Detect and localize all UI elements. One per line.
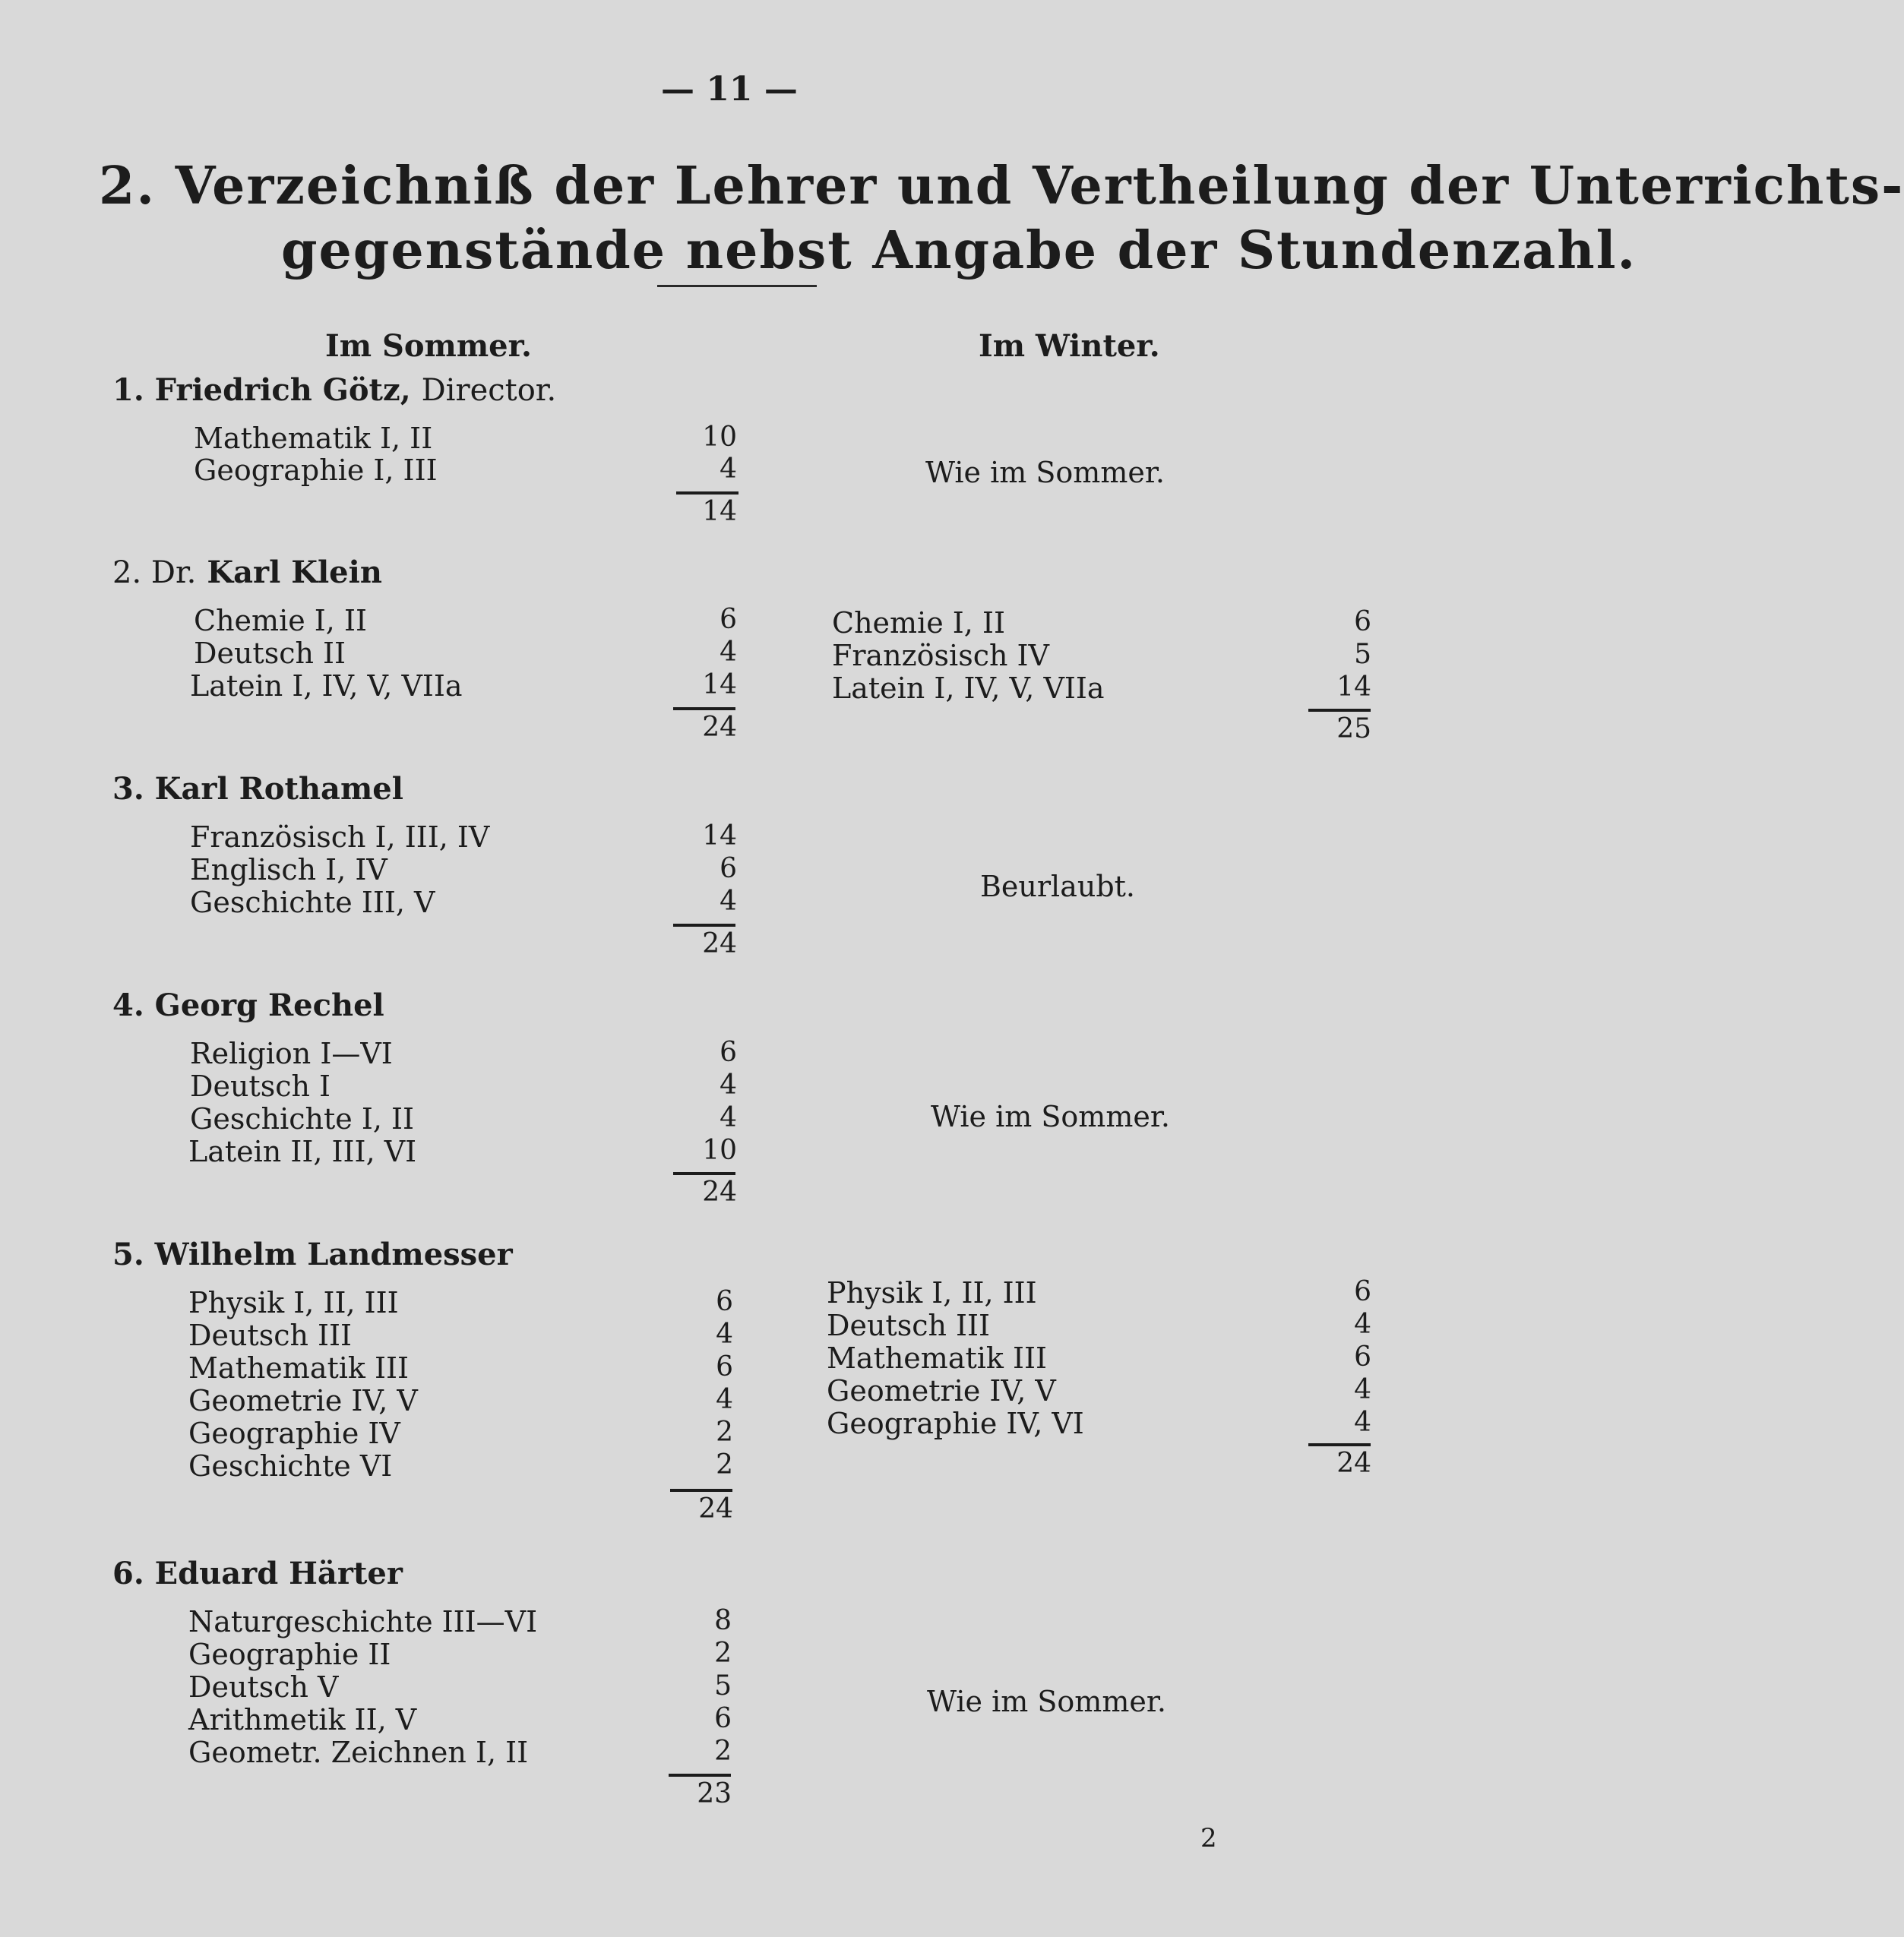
teacher-name: 6. Eduard Härter	[112, 1556, 403, 1591]
subject: Geographie I, III	[194, 453, 438, 487]
teacher-name: Karl Klein	[207, 555, 382, 590]
teacher-role: Director.	[421, 373, 557, 408]
title-line-1: 2. Verzeichniß der Lehrer und Vertheilung der Unterrichts-	[99, 156, 1904, 216]
hours: 2	[714, 1736, 732, 1767]
hours: 4	[1354, 1374, 1371, 1405]
hours: 4	[720, 637, 737, 668]
hours: 2	[714, 1638, 732, 1669]
summer-total: 24	[702, 1177, 737, 1208]
subject: Deutsch V	[188, 1670, 339, 1704]
sum-line	[670, 1489, 732, 1492]
winter-note: Wie im Sommer.	[925, 456, 1165, 489]
hours: 5	[1354, 639, 1371, 670]
subject: Geographie IV	[188, 1417, 400, 1450]
subject: Religion I—VI	[190, 1037, 393, 1070]
subject: Latein II, III, VI	[188, 1135, 417, 1168]
teacher-name: 3. Karl Rothamel	[112, 771, 403, 807]
hours: 6	[714, 1703, 732, 1734]
title-line-2: gegenstände nebst Angabe der Stundenzahl.	[281, 220, 1637, 281]
hours: 4	[716, 1384, 733, 1415]
winter-note: Wie im Sommer.	[927, 1685, 1166, 1718]
subject: Geschichte III, V	[190, 886, 435, 919]
subject: Chemie I, II	[832, 606, 1005, 640]
hours: 8	[714, 1605, 732, 1636]
hours: 6	[720, 1037, 737, 1068]
subject: Deutsch I	[190, 1070, 331, 1103]
sum-line	[673, 924, 735, 927]
hours: 2	[716, 1449, 733, 1480]
subject: Geschichte VI	[188, 1449, 393, 1483]
subject: Mathematik I, II	[194, 422, 433, 455]
signature-mark: 2	[1200, 1823, 1217, 1853]
summer-total: 14	[702, 496, 737, 527]
subject: Geschichte I, II	[190, 1102, 415, 1136]
subject: Deutsch III	[188, 1319, 353, 1352]
hours: 5	[714, 1670, 732, 1702]
subject: Französisch I, III, IV	[190, 820, 490, 854]
subject: Physik I, II, III	[827, 1276, 1037, 1310]
hours: 6	[720, 853, 737, 884]
subject: Chemie I, II	[194, 604, 367, 637]
subject: Deutsch II	[194, 637, 346, 670]
subject: Französisch IV	[832, 639, 1050, 672]
subject: Geometrie IV, V	[188, 1384, 418, 1417]
summer-total: 24	[702, 712, 737, 743]
hours: 6	[1354, 606, 1371, 637]
hours: 10	[702, 1135, 737, 1166]
hours: 4	[720, 1070, 737, 1101]
sum-line	[673, 707, 735, 710]
hours: 14	[1336, 671, 1371, 703]
sum-line	[669, 1774, 731, 1777]
teacher-name: 4. Georg Rechel	[112, 987, 384, 1023]
summer-total: 24	[698, 1493, 733, 1525]
hours: 4	[1354, 1309, 1371, 1340]
teacher-name: 1. Friedrich Götz,	[112, 372, 411, 408]
hours: 14	[702, 669, 737, 700]
sum-line	[1308, 1443, 1371, 1446]
hours: 4	[720, 886, 737, 917]
subject: Deutsch III	[827, 1309, 991, 1342]
subject: Naturgeschichte III—VI	[188, 1605, 538, 1638]
summer-total: 24	[702, 928, 737, 959]
subject: Mathematik III	[827, 1341, 1048, 1375]
hours: 6	[1354, 1276, 1371, 1307]
subject: Englisch I, IV	[190, 853, 387, 886]
summer-total: 23	[697, 1778, 732, 1809]
hours: 6	[716, 1351, 733, 1382]
hours: 6	[716, 1286, 733, 1317]
winter-total: 24	[1336, 1448, 1371, 1479]
hours: 4	[716, 1319, 733, 1350]
subject: Latein I, IV, V, VIIa	[832, 671, 1105, 705]
sum-line	[673, 1172, 735, 1175]
winter-note: Beurlaubt.	[980, 870, 1136, 903]
hours: 4	[720, 453, 737, 485]
teacher-name: 5. Wilhelm Landmesser	[112, 1237, 513, 1272]
sum-line	[1308, 709, 1371, 712]
subject: Geometr. Zeichnen I, II	[188, 1736, 529, 1769]
subject: Geographie IV, VI	[827, 1407, 1084, 1440]
hours: 6	[1354, 1341, 1371, 1373]
winter-total: 25	[1336, 713, 1371, 744]
subject: Latein I, IV, V, VIIa	[190, 669, 463, 703]
hours: 4	[1354, 1407, 1371, 1438]
subject: Mathematik III	[188, 1351, 410, 1385]
page-number: — 11 —	[661, 70, 798, 109]
sum-line	[676, 491, 739, 495]
winter-note: Wie im Sommer.	[931, 1100, 1170, 1133]
winter-column-header: Im Winter.	[979, 328, 1160, 364]
hours: 4	[720, 1102, 737, 1133]
summer-column-header: Im Sommer.	[325, 328, 532, 364]
hours: 6	[720, 604, 737, 635]
subject: Physik I, II, III	[188, 1286, 399, 1319]
title-divider	[657, 285, 817, 287]
teacher-prefix: 2. Dr.	[112, 555, 197, 590]
hours: 2	[716, 1417, 733, 1448]
subject: Geometrie IV, V	[827, 1374, 1056, 1408]
hours: 10	[702, 422, 737, 453]
subject: Arithmetik II, V	[188, 1703, 417, 1736]
subject: Geographie II	[188, 1638, 391, 1671]
hours: 14	[702, 820, 737, 852]
